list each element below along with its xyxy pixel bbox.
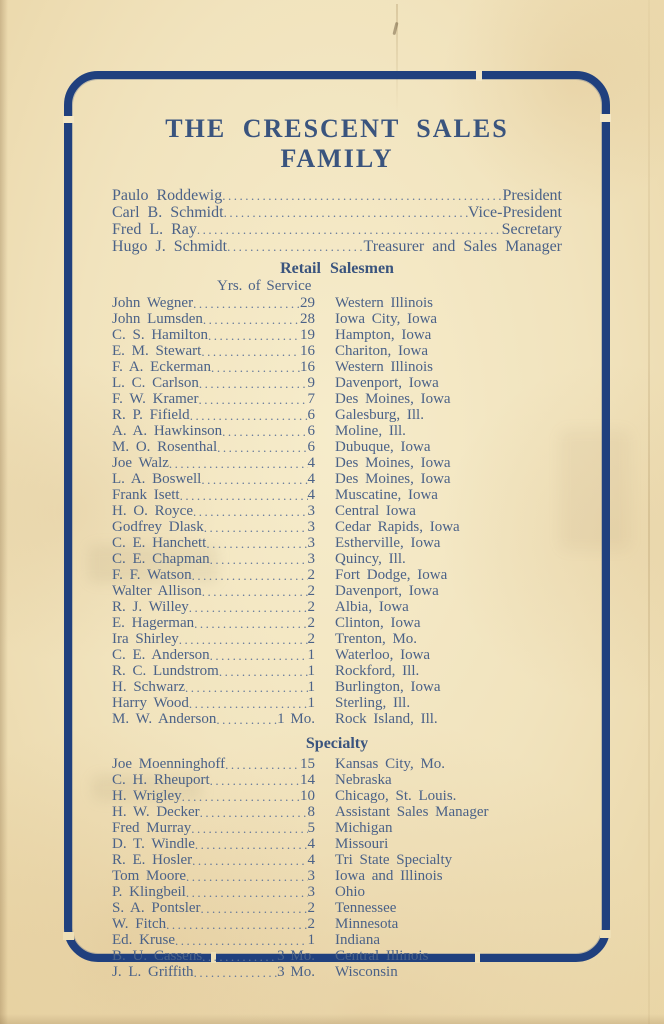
years-of-service-value: 3: [307, 535, 315, 551]
years-of-service-value: 3: [307, 503, 315, 519]
dot-leader: [180, 488, 308, 504]
salesman-name: R. C. Lundstrom: [112, 663, 219, 679]
salesman-name: C. E. Anderson: [112, 647, 210, 663]
dot-leader: [204, 520, 308, 536]
years-of-service-value: 29: [300, 295, 315, 311]
roster-row-left: [112, 712, 315, 728]
roster-row-left: [112, 885, 315, 901]
officer-title: Secretary: [501, 221, 562, 238]
roster-row-left: [112, 376, 315, 392]
territory: Albia, Iowa: [335, 599, 409, 615]
page-content: [112, 114, 562, 981]
roster-row: [112, 568, 562, 584]
years-of-service-value: 7: [307, 391, 315, 407]
dot-leader: [219, 664, 308, 680]
salesman-name: F. A. Eckerman: [112, 359, 211, 375]
years-of-service-value: 3: [307, 868, 315, 884]
dot-leader: [192, 853, 307, 869]
years-of-service-value: 3: [307, 519, 315, 535]
dot-leader: [210, 552, 308, 568]
years-of-service-value: 5: [307, 820, 315, 836]
dot-leader: [222, 424, 307, 440]
salesman-name: Ira Shirley: [112, 631, 179, 647]
roster-row-left: [112, 344, 315, 360]
years-of-service-value: 4: [307, 471, 315, 487]
territory: Fort Dodge, Iowa: [335, 567, 448, 583]
years-of-service-value: 19: [300, 327, 315, 343]
territory: Muscatine, Iowa: [335, 487, 438, 503]
roster-row-left: [112, 616, 315, 632]
dot-leader: [185, 680, 308, 696]
roster-row-left: [112, 965, 315, 981]
years-of-service-value: 2: [307, 916, 315, 932]
dot-leader: [199, 376, 308, 392]
territory: Galesburg, Ill.: [335, 407, 424, 423]
salesman-name: S. A. Pontsler: [112, 900, 201, 916]
territory: Des Moines, Iowa: [335, 391, 451, 407]
roster-row-left: [112, 360, 315, 376]
dot-leader: [186, 869, 307, 885]
officer-title: President: [502, 187, 562, 204]
dot-leader: [189, 600, 308, 616]
roster-row-left: [112, 392, 315, 408]
dot-leader: [201, 472, 307, 488]
roster-row: [112, 600, 562, 616]
border-gap: [63, 116, 74, 123]
roster-row-left: [112, 821, 315, 837]
roster-row: [112, 456, 562, 472]
territory: Central Illinois: [335, 948, 429, 964]
roster-row-left: [112, 456, 315, 472]
dot-leader: [201, 344, 300, 360]
years-of-service-value: 2: [307, 583, 315, 599]
roster-row-left: [112, 632, 315, 648]
dot-leader: [190, 408, 308, 424]
salesman-name: E. Hagerman: [112, 615, 195, 631]
salesman-name: A. A. Hawkinson: [112, 423, 223, 439]
dot-leader: [198, 392, 307, 408]
roster-row: [112, 853, 562, 869]
roster-row-left: [112, 901, 315, 917]
salesman-name: C. H. Rheuport: [112, 772, 210, 788]
salesman-name: John Lumsden: [112, 311, 203, 327]
roster-row: [112, 488, 562, 504]
officer-row: [112, 221, 562, 238]
roster-row-left: [112, 504, 315, 520]
salesman-name: F. W. Kramer: [112, 391, 199, 407]
paper-edge-shadow: [0, 1014, 664, 1024]
years-of-service-value: 16: [300, 359, 315, 375]
roster-row-left: [112, 424, 315, 440]
roster-row-left: [112, 440, 315, 456]
salesman-name: P. Klingbeil: [112, 884, 186, 900]
territory: Missouri: [335, 836, 389, 852]
roster-row-left: [112, 757, 315, 773]
roster-row: [112, 584, 562, 600]
territory: Iowa City, Iowa: [335, 311, 438, 327]
roster-row-left: [112, 680, 315, 696]
roster-row: [112, 757, 562, 773]
roster-row-left: [112, 949, 315, 965]
roster-row: [112, 632, 562, 648]
salesman-name: Walter Allison: [112, 583, 202, 599]
roster-row: [112, 789, 562, 805]
dot-leader: [197, 221, 502, 238]
years-of-service-value: 6: [307, 407, 315, 423]
years-of-service-value: 1: [307, 663, 315, 679]
roster-row: [112, 869, 562, 885]
roster-row-left: [112, 837, 315, 853]
salesman-name: Ed. Kruse: [112, 932, 175, 948]
salesman-name: J. L. Griffith: [112, 964, 194, 980]
roster-row: [112, 648, 562, 664]
dot-leader: [225, 757, 300, 773]
border-gap: [476, 70, 482, 81]
roster-row: [112, 917, 562, 933]
dot-leader: [193, 296, 300, 312]
specialty-roster: [112, 757, 562, 981]
roster-row-left: [112, 536, 315, 552]
dot-leader: [227, 238, 363, 255]
officer-row: [112, 238, 562, 255]
years-of-service-value: 16: [300, 343, 315, 359]
dot-leader: [194, 965, 278, 981]
officer-row: [112, 204, 562, 221]
roster-row: [112, 712, 562, 728]
territory: Minnesota: [335, 916, 399, 932]
paper-edge-shadow: [0, 0, 8, 1024]
years-of-service-value: 8: [307, 804, 315, 820]
roster-row-left: [112, 664, 315, 680]
territory: Quincy, Ill.: [335, 551, 406, 567]
border-gap: [600, 114, 611, 122]
territory: Sterling, Ill.: [335, 695, 411, 711]
dot-leader: [216, 712, 277, 728]
territory: Michigan: [335, 820, 393, 836]
roster-row-left: [112, 296, 315, 312]
border-gap: [600, 930, 611, 938]
years-of-service-label: Yrs. of Service: [217, 278, 312, 294]
retail-roster: [112, 296, 562, 728]
roster-row: [112, 440, 562, 456]
salesman-name: Harry Wood: [112, 695, 189, 711]
roster-row: [112, 344, 562, 360]
salesman-name: M. W. Anderson: [112, 711, 217, 727]
roster-row: [112, 360, 562, 376]
years-of-service-value: 2: [307, 631, 315, 647]
salesman-name: Frank Isett: [112, 487, 180, 503]
territory: Chicago, St. Louis.: [335, 788, 457, 804]
salesman-name: R. J. Willey: [112, 599, 189, 615]
territory: Cedar Rapids, Iowa: [335, 519, 460, 535]
roster-row: [112, 885, 562, 901]
dot-leader: [169, 456, 308, 472]
territory: Western Illinois: [335, 359, 434, 375]
salesman-name: E. M. Stewart: [112, 343, 202, 359]
dot-leader: [206, 536, 307, 552]
salesman-name: Godfrey Dlask: [112, 519, 204, 535]
territory: Davenport, Iowa: [335, 583, 439, 599]
years-of-service-value: 1: [307, 695, 315, 711]
roster-row: [112, 296, 562, 312]
years-of-service-value: 1: [307, 932, 315, 948]
years-of-service-value: 4: [307, 455, 315, 471]
dot-leader: [210, 773, 300, 789]
roster-row: [112, 837, 562, 853]
territory: Rockford, Ill.: [335, 663, 420, 679]
dot-leader: [166, 917, 307, 933]
years-of-service-value: 28: [300, 311, 315, 327]
roster-row: [112, 680, 562, 696]
territory: Assistant Sales Manager: [335, 804, 489, 820]
officer-name: Fred L. Ray: [112, 221, 197, 238]
roster-row: [112, 312, 562, 328]
years-of-service-value: 4: [307, 852, 315, 868]
officer-name: Hugo J. Schmidt: [112, 238, 228, 255]
salesman-name: H. Wrigley: [112, 788, 182, 804]
roster-row: [112, 504, 562, 520]
officer-name: Paulo Roddewig: [112, 187, 223, 204]
roster-row: [112, 933, 562, 949]
years-of-service-value: 3: [307, 884, 315, 900]
roster-row: [112, 821, 562, 837]
dot-leader: [208, 328, 300, 344]
section-heading-specialty: Specialty: [305, 735, 369, 752]
dot-leader: [224, 204, 468, 221]
salesman-name: H. O. Royce: [112, 503, 193, 519]
roster-row: [112, 901, 562, 917]
years-of-service-value: 3 Mo.: [277, 964, 315, 980]
territory: Waterloo, Iowa: [335, 647, 431, 663]
roster-row-left: [112, 789, 315, 805]
territory: Iowa and Illinois: [335, 868, 443, 884]
salesman-name: W. Fitch: [112, 916, 167, 932]
salesman-name: H. Schwarz: [112, 679, 185, 695]
territory: Clinton, Iowa: [335, 615, 421, 631]
officer-title: Vice-President: [467, 204, 562, 221]
section-heading-retail: Retail Salesmen: [280, 260, 394, 277]
years-of-service-value: 3 Mo.: [277, 948, 315, 964]
salesman-name: Joe Moenninghoff: [112, 756, 226, 772]
roster-row-left: [112, 869, 315, 885]
salesman-name: R. E. Hosler: [112, 852, 193, 868]
roster-row-left: [112, 805, 315, 821]
roster-row-left: [112, 917, 315, 933]
dot-leader: [200, 805, 308, 821]
officer-name: Carl B. Schmidt: [112, 204, 224, 221]
years-of-service-value: 2: [307, 599, 315, 615]
territory: Western Illinois: [335, 295, 434, 311]
roster-row-left: [112, 584, 315, 600]
salesman-name: John Wegner: [112, 295, 194, 311]
roster-row-left: [112, 328, 315, 344]
years-of-service-value: 6: [307, 423, 315, 439]
roster-row-left: [112, 552, 315, 568]
roster-row: [112, 773, 562, 789]
roster-row: [112, 965, 562, 981]
years-of-service-value: 15: [300, 756, 315, 772]
dot-leader: [175, 933, 308, 949]
roster-row: [112, 408, 562, 424]
territory: Davenport, Iowa: [335, 375, 439, 391]
page-title: THE CRESCENT SALES FAMILY: [165, 114, 509, 173]
salesman-name: Fred Murray: [112, 820, 192, 836]
dot-leader: [201, 901, 308, 917]
dot-leader: [202, 584, 308, 600]
dot-leader: [203, 312, 300, 328]
roster-row-left: [112, 648, 315, 664]
territory: Des Moines, Iowa: [335, 455, 451, 471]
years-of-service-value: 4: [307, 487, 315, 503]
roster-row: [112, 520, 562, 536]
roster-row: [112, 616, 562, 632]
roster-row-left: [112, 472, 315, 488]
salesman-name: L. C. Carlson: [112, 375, 199, 391]
territory: Nebraska: [335, 772, 392, 788]
dot-leader: [191, 821, 307, 837]
salesman-name: Joe Walz: [112, 455, 169, 471]
officer-title: Treasurer and Sales Manager: [363, 238, 562, 255]
roster-row-left: [112, 853, 315, 869]
roster-row: [112, 664, 562, 680]
roster-row-left: [112, 568, 315, 584]
dot-leader: [186, 885, 308, 901]
territory: Central Iowa: [335, 503, 416, 519]
salesman-name: Tom Moore: [112, 868, 187, 884]
salesman-name: R. P. Fifield: [112, 407, 190, 423]
years-of-service-value: 4: [307, 836, 315, 852]
dot-leader: [195, 837, 308, 853]
roster-row-left: [112, 696, 315, 712]
dot-leader: [189, 696, 308, 712]
territory: Hampton, Iowa: [335, 327, 432, 343]
salesman-name: C. E. Hanchett: [112, 535, 207, 551]
roster-row-left: [112, 600, 315, 616]
roster-row: [112, 472, 562, 488]
territory: Indiana: [335, 932, 380, 948]
territory: Tri State Specialty: [335, 852, 453, 868]
section-specialty: [112, 735, 562, 981]
years-of-service-value: 1 Mo.: [277, 711, 315, 727]
salesman-name: B. U. Cassens: [112, 948, 203, 964]
officers-list: [112, 187, 562, 255]
territory: Estherville, Iowa: [335, 535, 441, 551]
territory: Wisconsin: [335, 964, 398, 980]
roster-row: [112, 376, 562, 392]
salesman-name: M. O. Rosenthal: [112, 439, 218, 455]
dot-leader: [193, 504, 308, 520]
salesman-name: C. E. Chapman: [112, 551, 210, 567]
border-gap: [63, 932, 74, 940]
dot-leader: [194, 616, 307, 632]
paper-crease: [648, 0, 650, 1024]
roster-row: [112, 536, 562, 552]
roster-row-left: [112, 408, 315, 424]
dot-leader: [217, 440, 307, 456]
dot-leader: [222, 187, 502, 204]
section-retail-salesmen: [112, 260, 562, 728]
roster-row: [112, 392, 562, 408]
roster-row-left: [112, 933, 315, 949]
years-of-service-value: 2: [307, 567, 315, 583]
roster-row: [112, 805, 562, 821]
years-of-service-value: 2: [307, 615, 315, 631]
salesman-name: L. A. Boswell: [112, 471, 202, 487]
dot-leader: [192, 568, 308, 584]
roster-row-left: [112, 520, 315, 536]
salesman-name: D. T. Windle: [112, 836, 195, 852]
territory: Trenton, Mo.: [335, 631, 418, 647]
dot-leader: [202, 949, 277, 965]
roster-row: [112, 949, 562, 965]
territory: Ohio: [335, 884, 365, 900]
years-of-service-value: 1: [307, 679, 315, 695]
years-of-service-value: 6: [307, 439, 315, 455]
territory: Des Moines, Iowa: [335, 471, 451, 487]
territory: Kansas City, Mo.: [335, 756, 446, 772]
roster-row-left: [112, 488, 315, 504]
roster-row-left: [112, 312, 315, 328]
officer-row: [112, 187, 562, 204]
dot-leader: [210, 648, 308, 664]
roster-row: [112, 696, 562, 712]
years-of-service-value: 10: [300, 788, 315, 804]
salesman-name: H. W. Decker: [112, 804, 200, 820]
years-of-service-value: 2: [307, 900, 315, 916]
territory: Moline, Ill.: [335, 423, 406, 439]
salesman-name: C. S. Hamilton: [112, 327, 209, 343]
years-of-service-value: 3: [307, 551, 315, 567]
years-of-service-value: 14: [300, 772, 315, 788]
territory: Rock Island, Ill.: [335, 711, 438, 727]
territory: Tennessee: [335, 900, 397, 916]
salesman-name: F. F. Watson: [112, 567, 192, 583]
dot-leader: [211, 360, 300, 376]
roster-row-left: [112, 773, 315, 789]
territory: Dubuque, Iowa: [335, 439, 431, 455]
years-of-service-value: 1: [307, 647, 315, 663]
dot-leader: [179, 632, 308, 648]
roster-row: [112, 552, 562, 568]
territory: Burlington, Iowa: [335, 679, 441, 695]
dot-leader: [182, 789, 300, 805]
roster-row: [112, 328, 562, 344]
territory: Chariton, Iowa: [335, 343, 428, 359]
roster-row: [112, 424, 562, 440]
years-of-service-value: 9: [307, 375, 315, 391]
